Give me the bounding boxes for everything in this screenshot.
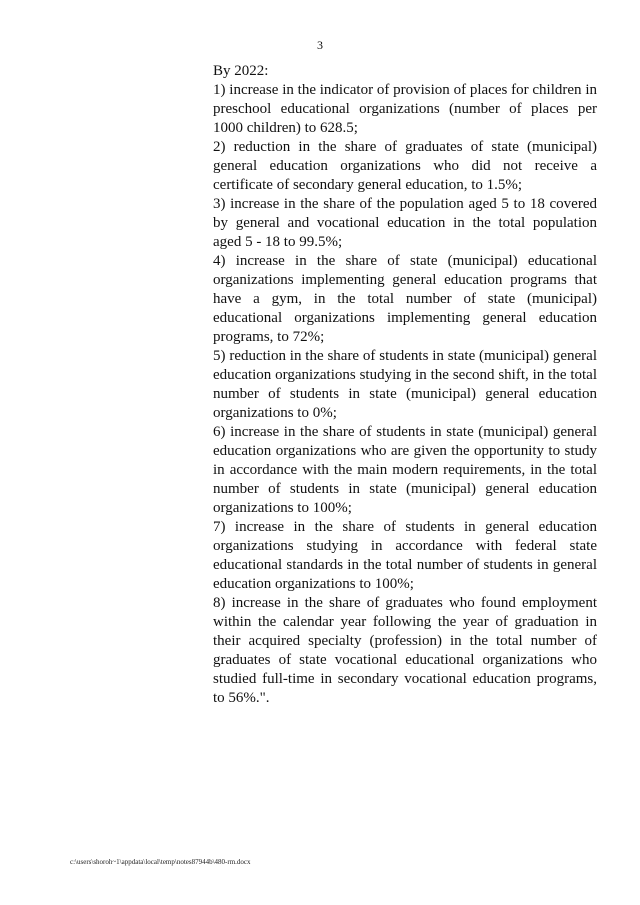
- list-item: 4) increase in the share of state (municipal) educational organizations implementing general education programs that have a gym, in the total number of state (municipal) educational organizations implementing general education programs, to 72%;: [213, 253, 597, 345]
- list-item: 5) reduction in the share of students in state (municipal) general education organizations studying in the second shift, in the total number of students in state (municipal) general education organizations to 0%;: [213, 348, 597, 421]
- list-item: 6) increase in the share of students in state (municipal) general education organizations who are given the opportunity to study in accordance with the main modern requirements, in the total number of students in state (municipal) general education organizations to 100%;: [213, 424, 597, 516]
- footer-file-path: c:\users\shoroh~1\appdata\local\temp\notes87944b\480-rm.docx: [70, 858, 251, 866]
- list-item: 1) increase in the indicator of provision of places for children in preschool educational organizations (number of places per 1000 children) to 628.5;: [213, 82, 597, 136]
- list-item: 8) increase in the share of graduates who found employment within the calendar year following the year of graduation in their acquired specialty (profession) in the total number of graduates of state vocational educational organizations who studied full-time in secondary vocational education programs, to 56%.".: [213, 595, 597, 706]
- list-item: 2) reduction in the share of graduates of state (municipal) general education organizations who did not receive a certificate of secondary general education, to 1.5%;: [213, 139, 597, 193]
- list-item: 3) increase in the share of the population aged 5 to 18 covered by general and vocational education in the total population aged 5 - 18 to 99.5%;: [213, 196, 597, 250]
- list-item: 7) increase in the share of students in general education organizations studying in accordance with federal state educational standards in the total number of students in general education organizations to 100%;: [213, 519, 597, 592]
- document-body: [213, 62, 597, 708]
- section-heading: By 2022:: [213, 63, 269, 79]
- page-number: 3: [317, 38, 323, 52]
